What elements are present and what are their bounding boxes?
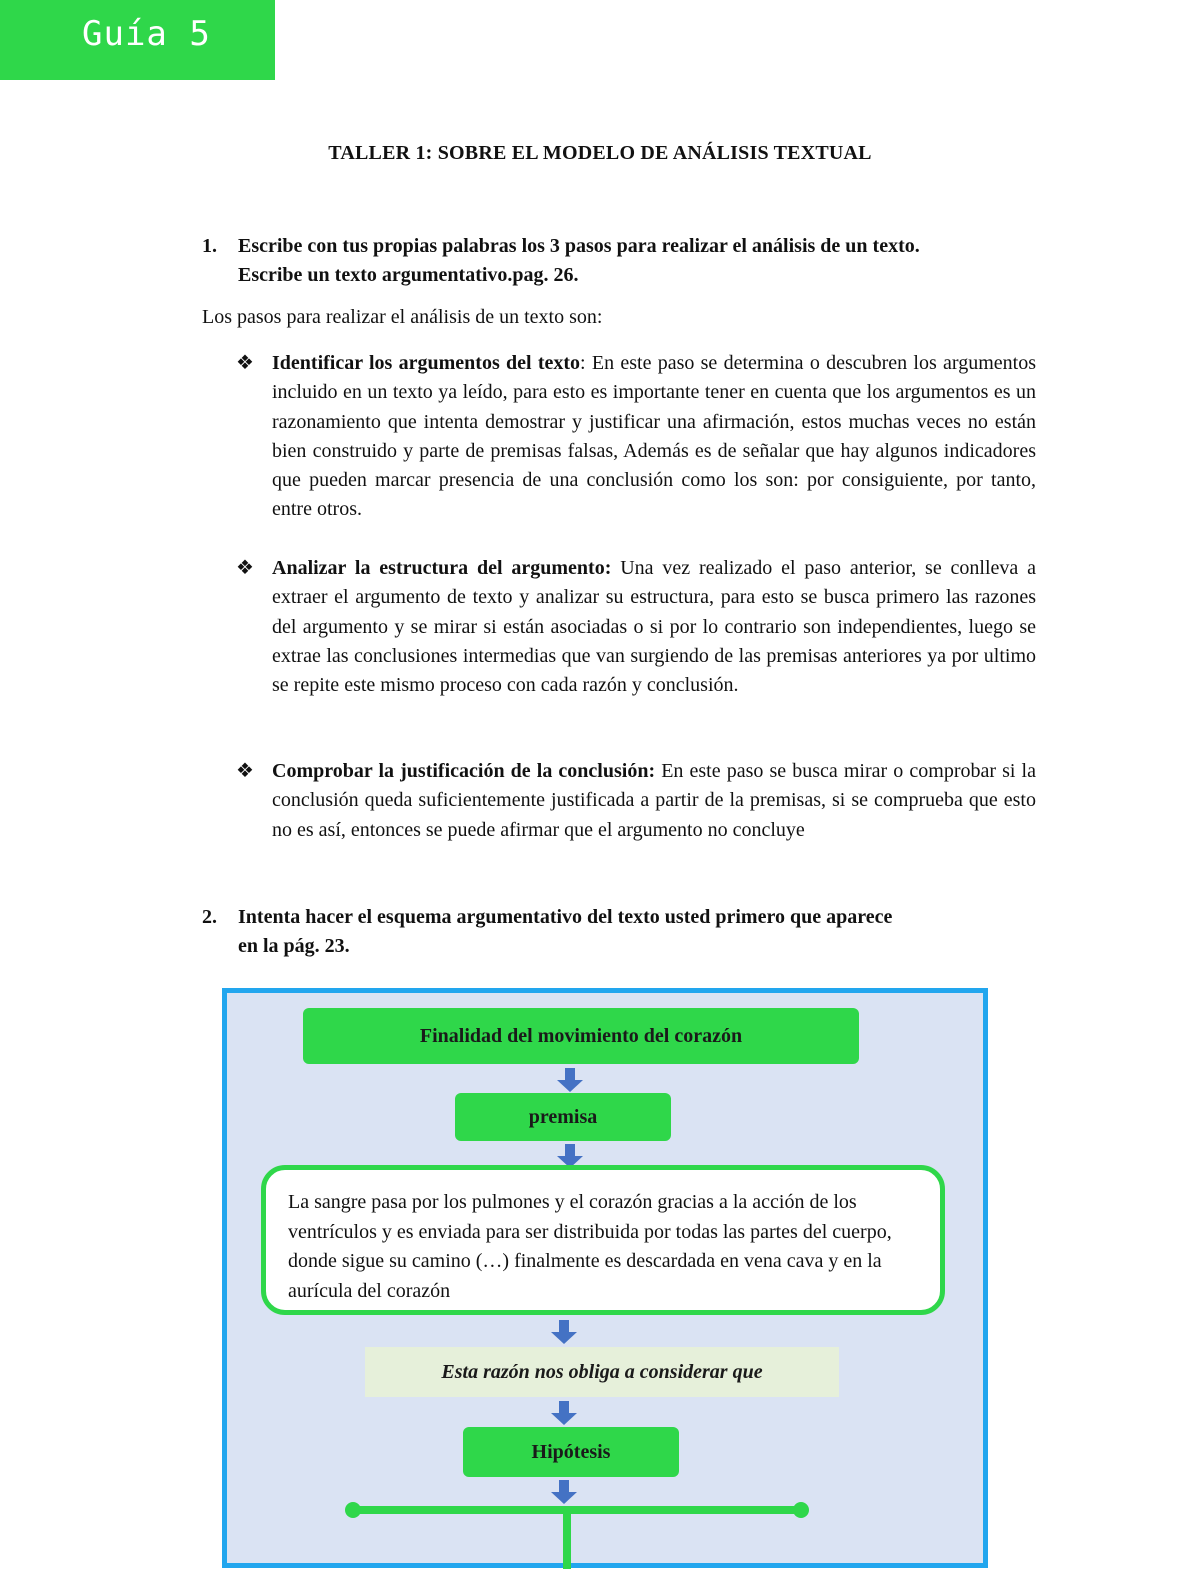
step-2 (236, 554, 1036, 700)
step-1-text: : En este paso se determina o descubren los argumentos incluido en un texto ya leído, para esto es importante tener en cuenta que los argumentos es un razonamiento que intenta demostrar y justificar una afirmación, estos muchas veces no están bien construido y parte de premisas falsas, Además es de señalar que hay algunos indicadores que pueden marcar presencia de una conclusión como los son: por consiguiente, por tanto, entre otros. (272, 352, 1036, 521)
question-2-line-2: en la pág. 23. (238, 935, 350, 957)
page-title: TALLER 1: SOBRE EL MODELO DE ANÁLISIS TEXTUAL (328, 142, 872, 164)
question-1 (202, 232, 1042, 290)
step-3-text: En este paso se busca mirar o comprobar si la conclusión queda suficientemente justificada a partir de la premisas, si se comprueba que esto no es así, entonces se puede afirmar que el argumento no concluye (272, 760, 1036, 841)
diamond-bullet-icon: ❖ (236, 760, 254, 782)
question-1-number: 1. (202, 235, 217, 257)
intro-text: Los pasos para realizar el análisis de un texto son: (202, 306, 603, 328)
branch-stem (563, 1509, 571, 1569)
guide-badge-label: Guía 5 (82, 14, 211, 54)
down-arrow-icon (551, 1480, 577, 1504)
diamond-bullet-icon: ❖ (236, 557, 254, 579)
argument-diagram (222, 988, 988, 1568)
connector-dot-left (345, 1502, 361, 1518)
question-2 (202, 903, 1042, 961)
down-arrow-icon (557, 1068, 583, 1092)
premise-text-box: La sangre pasa por los pulmones y el corazón gracias a la acción de los ventrículos y es enviada para ser distribuida por todas las partes del cuerpo, donde sigue su camino (…) finalmente es descardada en vena cava y en la aurícula del corazón (261, 1165, 945, 1315)
question-2-number: 2. (202, 906, 217, 928)
down-arrow-icon (551, 1320, 577, 1344)
premise-box: premisa (455, 1093, 671, 1141)
hypothesis-box: Hipótesis (463, 1427, 679, 1477)
down-arrow-icon (551, 1401, 577, 1425)
step-3-heading: Comprobar la justificación de la conclusión: (272, 760, 656, 782)
reason-box: Esta razón nos obliga a considerar que (365, 1347, 839, 1397)
diamond-bullet-icon: ❖ (236, 352, 254, 374)
connector-dot-right (793, 1502, 809, 1518)
guide-badge (0, 0, 275, 80)
step-2-heading: Analizar la estructura del argumento: (272, 557, 612, 579)
question-1-line-1: Escribe con tus propias palabras los 3 pasos para realizar el análisis de un texto. (238, 235, 920, 257)
branch-connector (355, 1506, 803, 1514)
step-1-heading: Identificar los argumentos del texto (272, 352, 581, 374)
purpose-box: Finalidad del movimiento del corazón (303, 1008, 859, 1064)
step-2-text: Una vez realizado el paso anterior, se conlleva a extraer el argumento de texto y analizar su estructura, para esto se busca primero las razones del argumento y se mirar si están asociadas o si por lo contrario son independientes, luego se extrae las conclusiones intermedias que van surgiendo de las premisas anteriores ya por ultimo se repite este mismo proceso con cada razón y conclusión. (272, 557, 1036, 697)
step-3 (236, 757, 1036, 845)
step-1 (236, 349, 1036, 525)
question-2-line-1: Intenta hacer el esquema argumentativo del texto usted primero que aparece (238, 906, 893, 928)
question-1-line-2: Escribe un texto argumentativo.pag. 26. (238, 264, 579, 286)
